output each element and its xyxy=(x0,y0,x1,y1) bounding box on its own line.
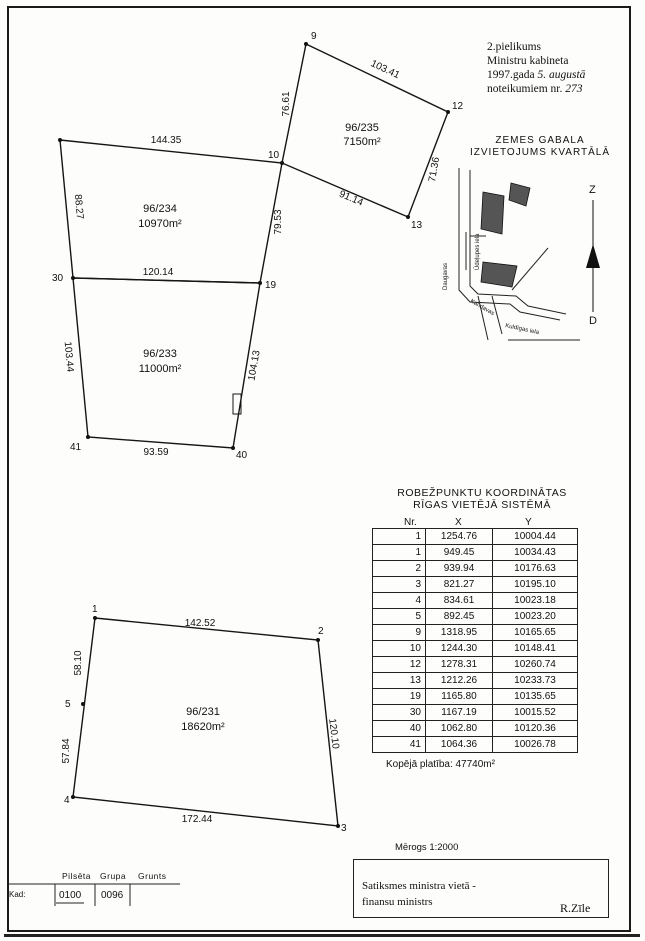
table-row: 19 1165.80 10135.65 xyxy=(373,689,578,705)
map-parcel-hatch xyxy=(481,192,504,234)
point-40: 40 xyxy=(236,450,248,461)
map-parcel-hatch xyxy=(481,262,517,287)
parcel-96-235: 96/235 xyxy=(345,122,379,134)
point-1: 1 xyxy=(92,604,98,615)
table-row: 5 892.45 10023.20 xyxy=(373,609,578,625)
distance-top-30: 88.27 xyxy=(71,193,86,220)
north-arrow-icon xyxy=(586,244,600,268)
distance-41-40: 93.59 xyxy=(143,447,169,458)
distance-30-19: 120.14 xyxy=(142,267,174,278)
header-line1: 2.pielikums xyxy=(487,41,541,53)
distance-30-41: 103.44 xyxy=(61,341,76,373)
table-row: 13 1212.26 10233.73 xyxy=(373,673,578,689)
point-13: 13 xyxy=(411,220,423,231)
distance-2-3: 120.10 xyxy=(326,717,341,750)
vertex-19 xyxy=(258,281,262,285)
parcel-96-233: 96/233 xyxy=(143,348,177,360)
distance-4-3: 172.44 xyxy=(181,814,213,825)
code-header-grupa: Grupa xyxy=(100,871,127,881)
distance-9-10: 76.61 xyxy=(281,91,292,117)
location-map xyxy=(443,168,600,340)
map-street-edge xyxy=(492,296,502,334)
vertex-2 xyxy=(316,638,320,642)
appendix-header xyxy=(487,40,627,96)
south-label: D xyxy=(589,315,597,327)
parcel-96-235-area: 7150m² xyxy=(343,136,381,148)
vertex-9 xyxy=(304,42,308,46)
table-row: 4 834.61 10023.18 xyxy=(373,593,578,609)
col-header-x: X xyxy=(455,517,462,528)
coordinates-title: ROBEŽPUNKTU KOORDINĀTAS RĪGAS VIETĒJĀ SISTĒMĀ xyxy=(397,487,567,511)
table-row: 41 1064.36 10026.78 xyxy=(373,737,578,753)
header-date: 5. augustā xyxy=(537,69,586,81)
table-row: 10 1244.30 10148.41 xyxy=(373,641,578,657)
code-value-grunts: 0096 xyxy=(101,890,124,901)
point-19: 19 xyxy=(265,280,277,291)
header-line4: noteikumiem nr. 273 xyxy=(487,83,583,95)
distance-1-2: 142.52 xyxy=(184,618,216,629)
vertex-10 xyxy=(280,161,284,165)
distance-5-4: 57.84 xyxy=(61,738,72,764)
table-row: 2 939.94 10176.63 xyxy=(373,561,578,577)
coordinates-table xyxy=(372,528,578,753)
distance-top-10: 144.35 xyxy=(150,135,182,146)
map-street-label: Ūdeļupes iela xyxy=(475,233,481,270)
point-30: 30 xyxy=(52,273,64,284)
vertex-3 xyxy=(336,824,340,828)
point-2: 2 xyxy=(318,626,324,637)
map-street-edge xyxy=(512,248,548,290)
location-map-title: ZEMES GABALA IZVIETOJUMS KVARTĀLĀ xyxy=(469,135,611,158)
north-label: Z xyxy=(589,184,596,196)
vertex-corner xyxy=(58,138,62,142)
map-street-label: Kuldīgas iela xyxy=(504,323,540,337)
code-fragment: Kad: xyxy=(9,890,26,899)
vertex-12 xyxy=(446,110,450,114)
code-value-grupa: 0100 xyxy=(59,890,82,901)
scale-label: Mērogs 1:2000 xyxy=(395,842,459,853)
point-12: 12 xyxy=(452,101,464,112)
col-header-nr: Nr. xyxy=(404,517,417,528)
point-41: 41 xyxy=(70,442,82,453)
vertex-41 xyxy=(86,435,90,439)
point-3: 3 xyxy=(341,823,347,834)
table-row: 1 949.45 10034.43 xyxy=(373,545,578,561)
point-9: 9 xyxy=(311,31,317,42)
signature-line1: Satiksmes ministra vietā - xyxy=(362,880,476,892)
vertex-30 xyxy=(71,276,75,280)
map-street-label: Kandavas xyxy=(469,298,496,318)
signature-line2: finansu ministrs xyxy=(362,896,433,908)
col-header-y: Y xyxy=(525,517,532,528)
vertex-13 xyxy=(406,215,410,219)
parcel-96-231: 96/231 xyxy=(186,706,220,718)
distance-19-40: 104.13 xyxy=(246,349,263,382)
table-row: 1 1254.76 10004.44 xyxy=(373,529,578,545)
code-header-pilseta: Pilsēta xyxy=(62,871,92,881)
table-row: 30 1167.19 10015.52 xyxy=(373,705,578,721)
header-number: 273 xyxy=(565,83,583,95)
code-header-grunts: Grunts xyxy=(138,871,167,881)
table-row: 3 821.27 10195.10 xyxy=(373,577,578,593)
distance-10-19: 79.53 xyxy=(273,209,284,235)
map-street-label: Daugavas xyxy=(443,262,449,290)
point-4: 4 xyxy=(64,795,70,806)
distance-12-13: 71.36 xyxy=(426,156,443,183)
vertex-40 xyxy=(231,446,235,450)
parcel-96-234-area: 10970m² xyxy=(138,218,182,230)
vertex-5 xyxy=(81,702,85,706)
parcel-96-234: 96/234 xyxy=(143,203,177,215)
vertex-4 xyxy=(71,795,75,799)
distance-10-13: 91.14 xyxy=(337,188,365,209)
header-line2: Ministru kabineta xyxy=(487,55,569,67)
point-10: 10 xyxy=(268,150,280,161)
vertex-1 xyxy=(93,616,97,620)
parcel-96-231-area: 18620m² xyxy=(181,721,225,733)
total-area: Kopējā platība: 47740m² xyxy=(386,759,495,770)
distance-1-5: 58.10 xyxy=(73,650,84,676)
parcel-96-233-area: 11000m² xyxy=(138,363,182,375)
table-row: 12 1278.31 10260.74 xyxy=(373,657,578,673)
signature-name: R.Zīle xyxy=(560,901,591,915)
table-row: 40 1062.80 10120.36 xyxy=(373,721,578,737)
header-line3: 1997.gada 5. augustā xyxy=(487,69,586,81)
table-row: 9 1318.95 10165.65 xyxy=(373,625,578,641)
map-parcel-hatch xyxy=(509,183,530,206)
distance-9-12: 103.41 xyxy=(368,58,402,82)
point-5: 5 xyxy=(65,699,71,710)
total-area-value: 47740m² xyxy=(455,759,495,770)
